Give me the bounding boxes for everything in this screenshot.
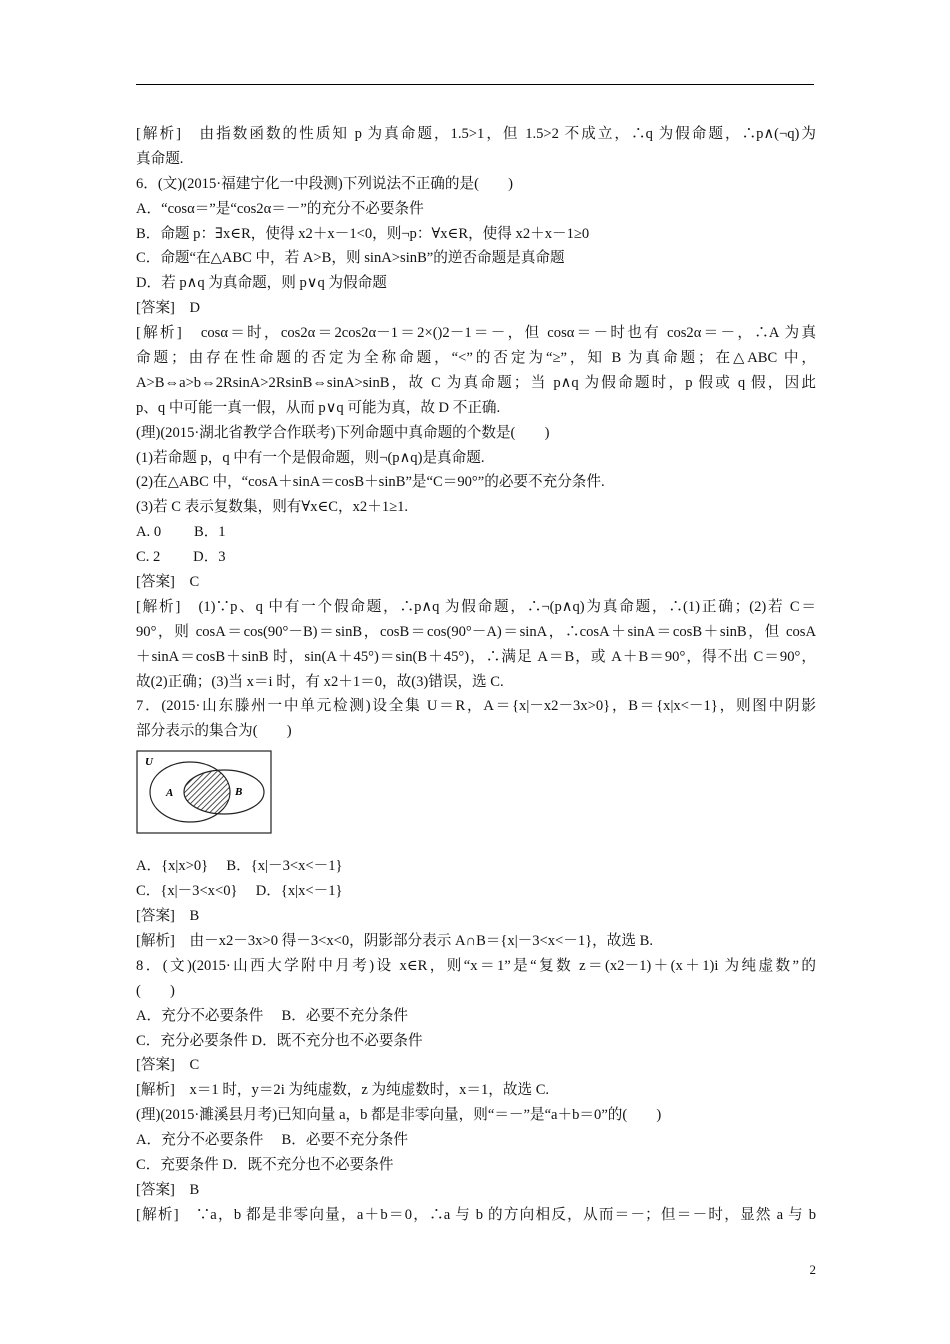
- text-line: A．“cosα＝”是“cos2α＝－”的充分不必要条件: [136, 200, 424, 217]
- text-line: 6．(文)(2015·福建宁化一中段测)下列说法不正确的是( ): [136, 175, 513, 192]
- text-line: [答案] C: [136, 574, 200, 591]
- text-line: 命题；由存在性命题的否定为全称命题，“<”的否定为“≥”，知 B 为真命题；在△ABC 中，: [136, 350, 816, 367]
- text-line: (3)若 C 表示复数集，则有∀x∈C，x2＋1≥1.: [136, 499, 409, 516]
- venn-label-a: A: [166, 787, 174, 800]
- text-line: C．充分必要条件 D．既不充分也不必要条件: [136, 1032, 423, 1049]
- text-line: (2)在△ABC 中，“cosA＋sinA＝cosB＋sinB”是“C＝90°”的必要不充分条件.: [136, 474, 605, 491]
- text-line: C. 2 D．3: [136, 549, 226, 566]
- text-line: C．充要条件 D．既不充分也不必要条件: [136, 1156, 394, 1173]
- text-line: D．若 p∧q 为真命题，则 p∨q 为假命题: [136, 275, 387, 292]
- text-line: 90°，则 cosA＝cos(90°－B)＝sinB，cosB＝cos(90°－A)＝sinA，∴cosA＋sinA＝cosB＋sinB，但 cosA: [136, 623, 816, 640]
- venn-diagram: [136, 750, 816, 834]
- text-line: A>B⇔a>b⇔2RsinA>2RsinB⇔sinA>sinB，故 C 为真命题；当 p∧q 为假命题时，p 假或 q 假，因此: [136, 374, 816, 391]
- text-line: [答案] B: [136, 1181, 200, 1198]
- text-line: [解析] x＝1 时，y＝2i 为纯虚数，z 为纯虚数时，x＝1，故选 C.: [136, 1082, 550, 1099]
- text-block-2: [136, 854, 816, 1227]
- text-line: [解析] 由指数函数的性质知 p 为真命题，1.5>1，但 1.5>2 不成立，∴q 为假命题，∴p∧(¬q)为: [136, 126, 816, 142]
- text-line: A．充分不必要条件 B．必要不充分条件: [136, 1007, 409, 1024]
- text-line: [解析] 由－x2－3x>0 得－3<x<0，阴影部分表示 A∩B＝{x|－3<x<－1}，故选 B.: [136, 932, 653, 949]
- venn-diagram-svg: [136, 750, 272, 834]
- text-line: [解析] ∵a，b 都是非零向量，a＋b＝0，∴a 与 b 的方向相反，从而＝－；但＝－时，显然 a 与 b: [136, 1206, 816, 1223]
- text-line: [解析] cosα＝时，cos2α＝2cos2α－1＝2×()2－1＝－，但 cosα＝－时也有 cos2α＝－，∴A 为真: [136, 325, 816, 342]
- header-rule: [136, 84, 814, 85]
- venn-label-u: U: [145, 756, 153, 769]
- text-line: B．命题 p：∃x∈R，使得 x2＋x－1<0，则¬p：∀x∈R，使得 x2＋x－1≥0: [136, 225, 590, 242]
- text-block-1: [136, 122, 816, 744]
- page-number: 2: [809, 1262, 816, 1277]
- text-line: [答案] D: [136, 300, 201, 317]
- text-line: ( ): [136, 982, 175, 999]
- document-body: [136, 122, 816, 1228]
- text-line: (1)若命题 p，q 中有一个是假命题，则¬(p∧q)是真命题.: [136, 449, 485, 466]
- text-line: A．充分不必要条件 B．必要不充分条件: [136, 1132, 409, 1149]
- text-line: A．{x|x>0} B．{x|－3<x<－1}: [136, 858, 343, 875]
- text-line: p、q 中可能一真一假，从而 p∨q 可能为真，故 D 不正确.: [136, 399, 501, 416]
- text-line: [答案] B: [136, 908, 200, 925]
- text-line: A. 0 B．1: [136, 524, 226, 541]
- text-line: [答案] C: [136, 1057, 200, 1074]
- text-line: C．命题“在△ABC 中，若 A>B，则 sinA>sinB”的逆否命题是真命题: [136, 250, 565, 267]
- text-line: C．{x|－3<x<0} D．{x|x<－1}: [136, 883, 343, 900]
- text-line: 真命题.: [136, 150, 184, 167]
- venn-label-b: B: [235, 786, 243, 799]
- text-line: 8．(文)(2015·山西大学附中月考)设 x∈R，则“x＝1”是“复数 z＝(x2－1)＋(x＋1)i 为纯虚数”的: [136, 957, 816, 974]
- text-line: ＋sinA＝cosB＋sinB 时，sin(A＋45°)＝sin(B＋45°)，∴满足 A＝B，或 A＋B＝90°，得不出 C＝90°，: [136, 648, 816, 665]
- text-line: 部分表示的集合为( ): [136, 723, 292, 740]
- text-line: (理)(2015·湖北省教学合作联考)下列命题中真命题的个数是( ): [136, 424, 550, 441]
- text-line: [解析] (1)∵p、q 中有一个假命题，∴p∧q 为假命题，∴¬(p∧q)为真命题，∴(1)正确；(2)若 C＝: [136, 598, 816, 615]
- text-line: (理)(2015·濉溪县月考)已知向量 a，b 都是非零向量，则“＝－”是“a＋b＝0”的( ): [136, 1107, 662, 1124]
- text-line: 7．(2015·山东滕州一中单元检测)设全集 U＝R，A＝{x|－x2－3x>0}，B＝{x|x<－1}，则图中阴影: [136, 698, 816, 715]
- text-line: 故(2)正确；(3)当 x＝i 时，有 x2＋1＝0，故(3)错误，选 C.: [136, 673, 504, 690]
